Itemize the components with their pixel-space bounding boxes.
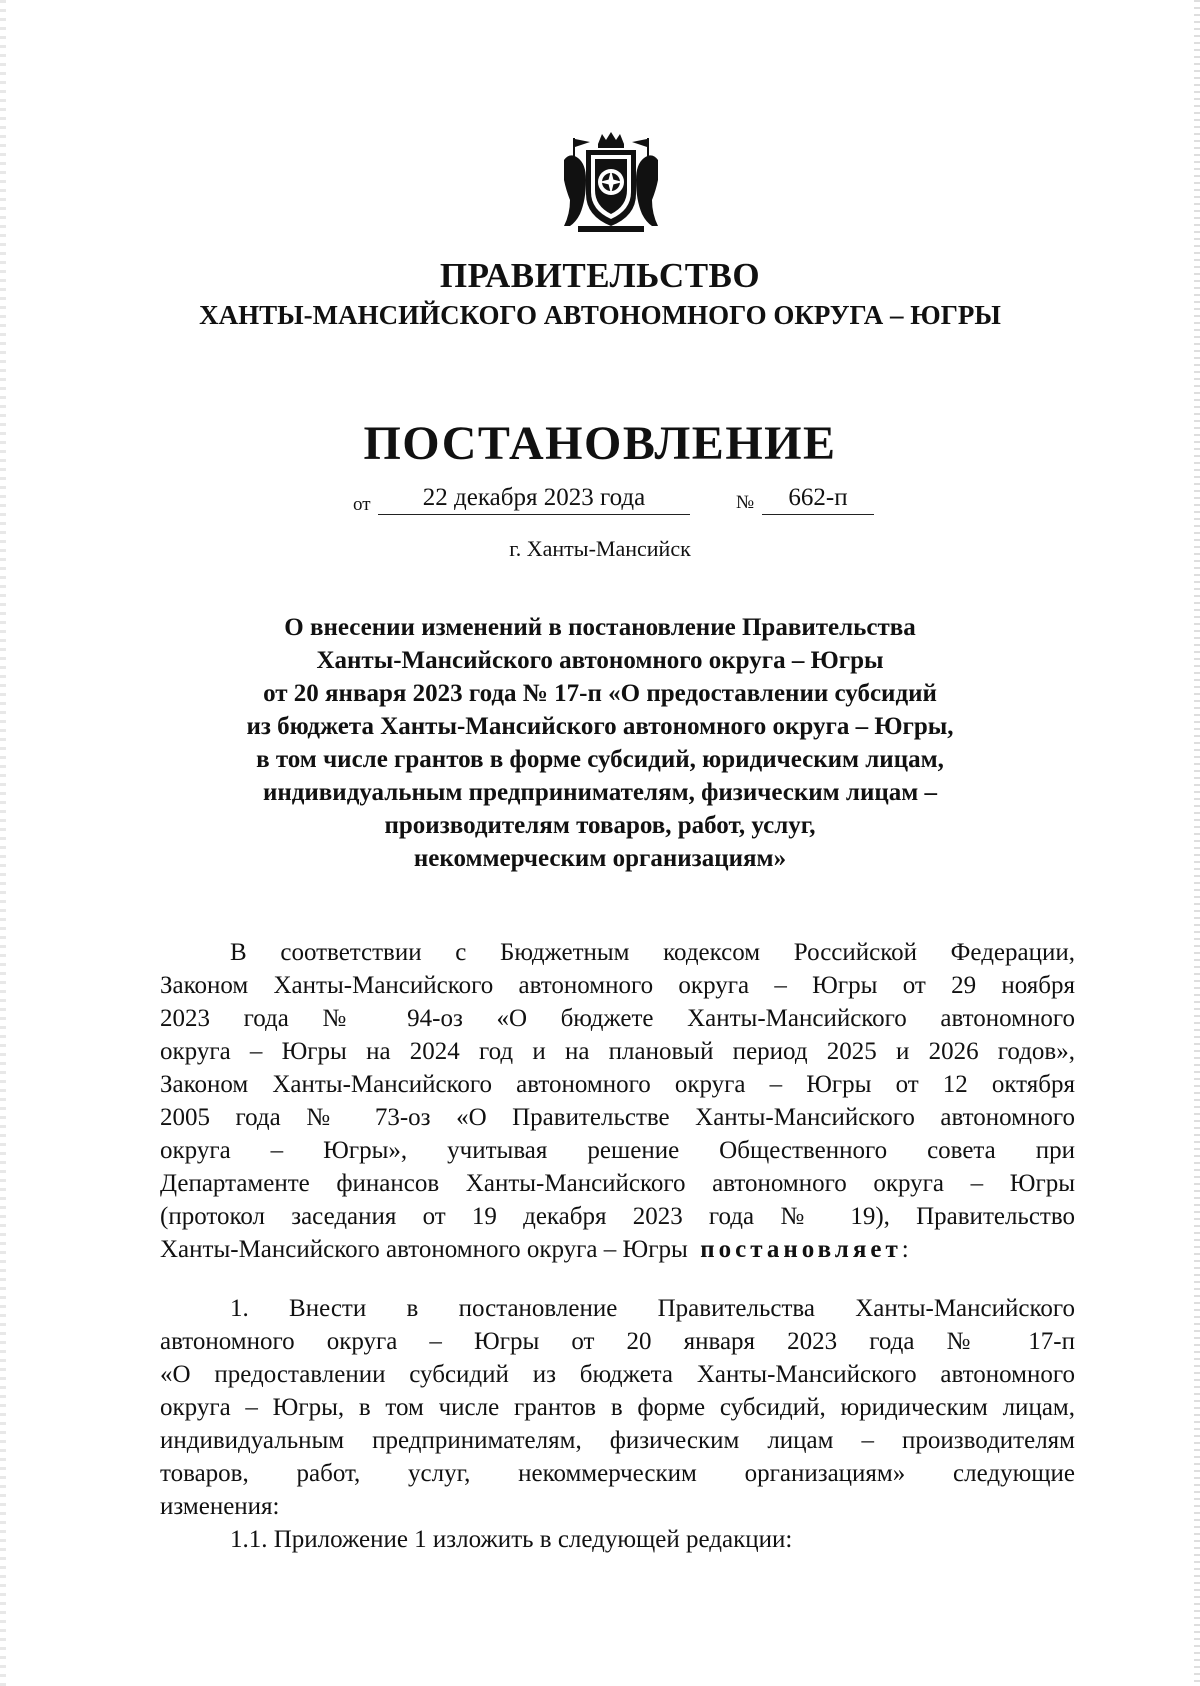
document-date: 22 декабря 2023 года	[378, 484, 690, 515]
body-line: округа – Югры на 2024 год и на плановый период 2025 и 2026 годов»,	[160, 1038, 1075, 1065]
decree-title-line: производителям товаров, работ, услуг,	[384, 812, 816, 839]
body-line: 1. Внести в постановление Правительства Ханты-Мансийского	[230, 1295, 1075, 1322]
date-prefix: от	[353, 494, 371, 515]
decree-title	[0, 611, 1200, 875]
issue-city: г. Ханты-Мансийск	[509, 536, 691, 561]
decree-title-line: в том числе грантов в форме субсидий, юридическим лицам,	[256, 746, 944, 773]
decree-title-line: от 20 января 2023 года № 17-п «О предоставлении субсидий	[263, 680, 937, 707]
preamble-paragraph	[160, 936, 1075, 1266]
body-line: 2023 года № 94-оз «О бюджете Ханты-Мансийского автономного	[160, 1005, 1075, 1032]
body-line: В соответствии с Бюджетным кодексом Российской Федерации,	[230, 939, 1075, 966]
decree-title-line: индивидуальным предпринимателям, физическим лицам –	[262, 779, 938, 806]
body-line: 2005 года № 73-оз «О Правительстве Ханты-Мансийского автономного	[160, 1104, 1075, 1131]
government-title: ПРАВИТЕЛЬСТВО	[439, 256, 761, 295]
item-1-paragraph	[160, 1292, 1075, 1556]
document-number: 662-п	[762, 484, 874, 515]
body-line: изменения:	[160, 1493, 280, 1520]
coat-of-arms-emblem	[560, 130, 662, 234]
document-type: ПОСТАНОВЛЕНИЕ	[363, 417, 837, 470]
decree-title-line: из бюджета Ханты-Мансийского автономного округа – Югры,	[246, 713, 954, 740]
body-line: округа – Югры», учитывая решение Общественного совета при	[160, 1137, 1075, 1164]
body-line: товаров, работ, услуг, некоммерческим организациям» следующие	[160, 1460, 1075, 1487]
resolves-colon: :	[901, 1236, 909, 1263]
item-1-1-line: 1.1. Приложение 1 изложить в следующей редакции:	[230, 1526, 793, 1553]
body-line: автономного округа – Югры от 20 января 2023 года № 17-п	[160, 1328, 1075, 1355]
body-line: (протокол заседания от 19 декабря 2023 года № 19), Правительство	[160, 1203, 1075, 1230]
resolves-word: постановляет	[700, 1236, 902, 1263]
body-line-text: Ханты-Мансийского автономного округа – Югры	[160, 1236, 688, 1263]
body-line: «О предоставлении субсидий из бюджета Ханты-Мансийского автономного	[160, 1361, 1075, 1388]
body-line: индивидуальным предпринимателям, физическим лицам – производителям	[160, 1427, 1075, 1454]
region-subtitle: ХАНТЫ-МАНСИЙСКОГО АВТОНОМНОГО ОКРУГА – ЮГРЫ	[199, 300, 1001, 330]
decree-title-line: Ханты-Мансийского автономного округа – Югры	[316, 647, 884, 674]
body-line: Законом Ханты-Мансийского автономного округа – Югры от 29 ноября	[160, 972, 1075, 999]
body-line: Департаменте финансов Ханты-Мансийского автономного округа – Югры	[160, 1170, 1075, 1197]
body-line: Законом Ханты-Мансийского автономного округа – Югры от 12 октября	[160, 1071, 1075, 1098]
decree-title-line: О внесении изменений в постановление Правительства	[284, 614, 916, 641]
body-line: округа – Югры, в том числе грантов в форме субсидий, юридическим лицам,	[160, 1394, 1075, 1421]
number-sign: №	[736, 492, 755, 513]
decree-title-line: некоммерческим организациям»	[413, 845, 787, 872]
body-line	[160, 1233, 1075, 1266]
